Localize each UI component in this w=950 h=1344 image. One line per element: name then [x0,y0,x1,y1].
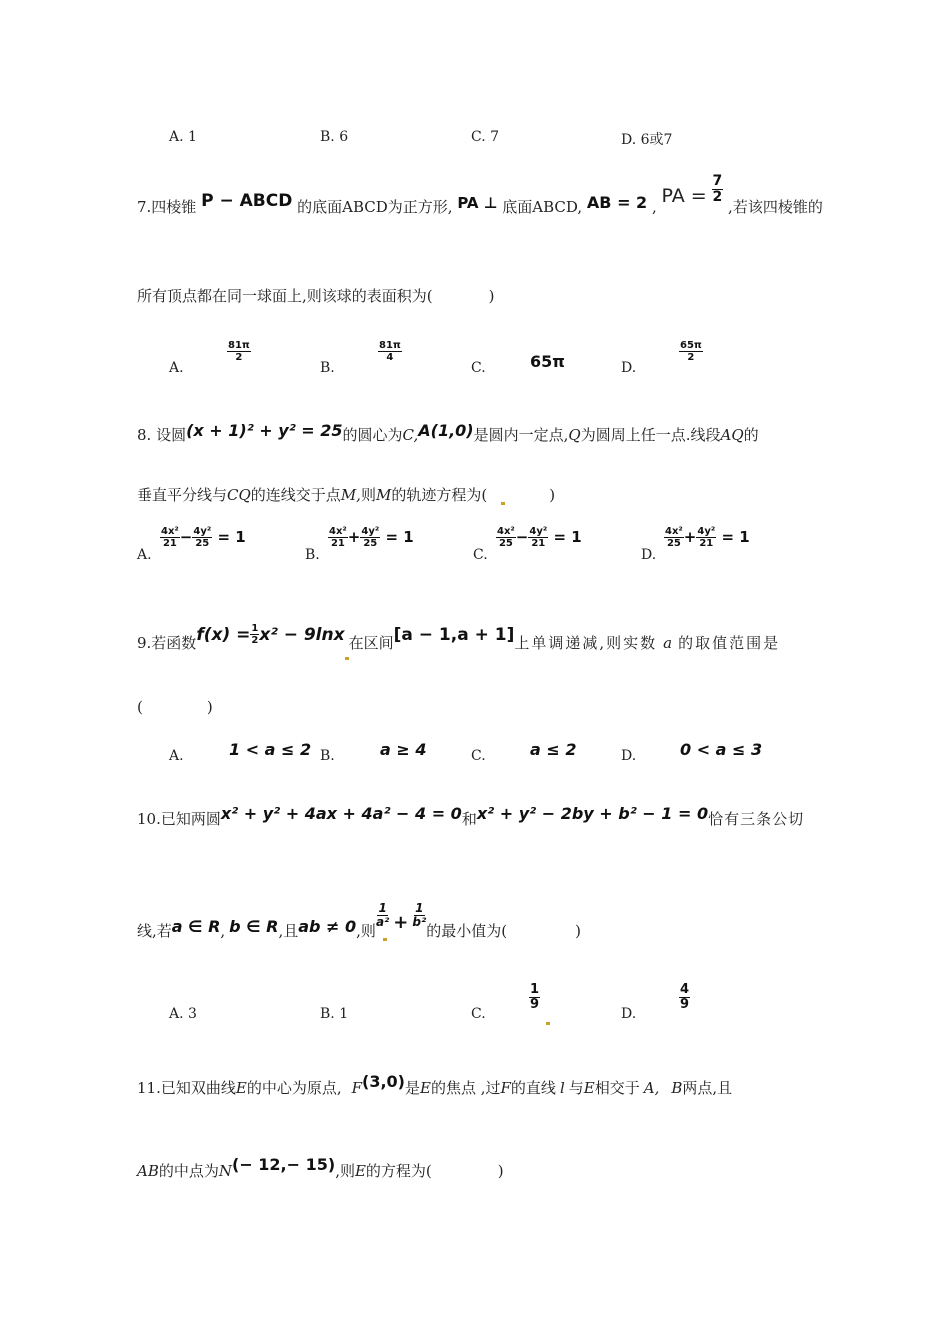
q11-line2-text3: 的方程为( [365,1162,432,1180]
equals-one: = 1 [721,528,750,546]
q8-option-c-value [496,526,582,549]
q8-line2-text1: 垂直平分线与 [137,486,228,504]
numerator: 81π [228,340,250,351]
numerator: 4y² [193,526,212,537]
q7-option-c-label: C. [471,360,486,376]
q9-option-d-value: 0 < a ≤ 3 [680,740,763,759]
numerator: 1 [415,901,424,915]
q8-text3: 为圆周上任一点.线段 [580,426,721,444]
q8-option-b-label: B. [305,547,320,563]
q6-option-c: C. 7 [471,129,500,145]
q6-option-d: D. 6或7 [621,132,673,148]
q7-math-perp: PA ⊥ [457,193,498,212]
q8-text4: 的 [743,426,759,444]
q8-stem-line2 [137,484,555,505]
q8-option-a-value [160,526,246,549]
numerator: 1 [251,622,259,634]
numerator: 4y² [529,526,548,537]
q10-option-b: B. 1 [320,1006,349,1022]
q9-stem-line1 [137,618,781,652]
operator: − [179,528,193,546]
q11-var-l: l [559,1079,565,1097]
numerator: 4y² [361,526,380,537]
denominator: 25 [363,538,378,549]
q9-text3: 的取值范围是 [678,634,781,652]
q7-option-c-value: 65π [530,352,565,371]
q9-text2: 上单调递减,则实数 [514,634,658,652]
q10-line2-text1: 线,若 [137,921,172,940]
q10-math-a-in-r: a ∈ R [171,916,221,936]
q11-text4: 的直线 [510,1079,556,1097]
q8-math-circle: (x + 1)² + y² = 25 [186,421,343,440]
denominator: 21 [330,538,345,549]
q11-var-f: F [351,1079,363,1097]
q7-option-a-label: A. [169,360,184,376]
q10-comma: , [220,921,226,940]
highlight-mark [501,502,505,505]
q11-line2-text1: 的中点为 [158,1162,219,1180]
equals-one: = 1 [385,528,414,546]
highlight-mark [345,657,349,660]
q9-stem-line2 [137,698,213,716]
q8-line2-text2: 的连线交于点 [250,486,341,504]
q11-var-e2: E [420,1079,431,1097]
q8-option-b-value [328,526,414,549]
numerator: 65π [680,340,702,351]
q9-paren-close: ) [206,698,213,716]
q7-option-b-label: B. [320,360,335,376]
q8-math-point-a: A(1,0) [418,421,474,440]
q10-fraction-1-b2 [412,902,426,929]
q11-stem-line2 [137,1155,504,1181]
q11-var-e: E [235,1079,247,1097]
q7-math-pyramid: P − ABCD [201,190,293,211]
denominator: 2 [687,352,695,363]
q10-math-b-in-r: b ∈ R [229,916,279,936]
q10-text1: 和 [461,810,477,828]
q9-math-f: f(x) = [196,625,251,645]
q10-text2: 恰有三条公切 [708,810,805,828]
numerator: 4x² [497,526,515,537]
q10-option-d-value [679,983,690,1013]
denominator: b² [412,915,427,930]
q9-option-c-value: a ≤ 2 [530,740,577,759]
q11-number: 11.已知双曲线 [137,1079,236,1097]
q11-segment-ab: AB [137,1162,159,1180]
numerator: 4 [680,982,690,997]
denominator: 21 [162,538,177,549]
q9-option-c-label: C. [471,748,486,764]
numerator: 4x² [161,526,179,537]
q10-line2-text3: ,则 [356,921,376,940]
denominator: 21 [531,538,546,549]
q8-segment-aq: AQ [720,426,744,444]
q9-number: 9.若函数 [137,634,197,652]
highlight-mark [546,1022,550,1025]
equals-one: = 1 [217,528,246,546]
denominator: 2 [235,352,243,363]
q11-text6: 相交于 [594,1079,640,1097]
q10-math-circle2: x² + y² − 2by + b² − 1 = 0 [476,804,709,823]
q8-option-a-label: A. [137,547,152,563]
q10-number: 10.已知两圆 [137,810,221,828]
q8-stem-line1 [137,421,759,445]
numerator: 4y² [697,526,716,537]
q7-text3: , [651,197,657,216]
q8-line2-text4: 的轨迹方程为( [391,486,488,504]
numerator: 81π [379,340,401,351]
q9-option-a-value: 1 < a ≤ 2 [229,740,312,759]
q11-var-b: B [671,1079,683,1097]
q10-fraction-1-a2 [376,902,389,929]
q7-option-a-value [227,340,251,363]
q8-segment-cq: CQ [227,486,251,504]
q11-math-focus: (3,0) [362,1072,405,1091]
numerator: 4x² [329,526,347,537]
q9-math-interval: [a − 1,a + 1] [393,625,515,645]
q11-math-midpoint: (− 12,− 15) [232,1155,336,1174]
q7-text2: 底面ABCD, [502,197,583,216]
q7-fraction-7-2 [712,174,724,206]
q11-var-a: A, [643,1079,660,1097]
q11-text2: 是 [404,1079,420,1097]
numerator: 7 [712,173,723,189]
q11-text1: 的中心为原点, [246,1079,342,1097]
q7-line2-text: 所有顶点都在同一球面上,则该球的表面积为( [137,287,433,305]
q9-option-b-label: B. [320,748,335,764]
q10-plus: + [393,911,409,933]
q7-option-d-label: D. [621,360,637,376]
denominator: 9 [530,997,540,1013]
q10-stem-line1 [137,806,804,827]
operator: + [347,528,361,546]
denominator: 25 [498,538,513,549]
q10-option-a: A. 3 [169,1006,197,1022]
q8-text2: 是圆内一定点, [473,426,569,444]
q10-line2-text2: ,且 [278,921,299,940]
q7-math-pa: PA = [661,184,707,207]
q9-text1: 在区间 [348,634,394,652]
q11-line2-text2: ,则 [335,1162,355,1180]
q7-paren-close: ) [488,287,495,305]
q10-line2-text4: 的最小值为( [426,921,508,940]
q11-text5: 与 [568,1079,584,1097]
operator: − [515,528,529,546]
denominator: 21 [699,538,714,549]
q11-var-n: N [218,1162,232,1180]
denominator: 2 [251,634,259,646]
equals-one: = 1 [553,528,582,546]
q8-option-d-label: D. [641,547,657,563]
q8-paren-close: ) [549,486,556,504]
q8-text1: 的圆心为 [342,426,403,444]
q10-option-c-label: C. [471,1006,486,1022]
q8-point-c: C, [402,426,419,444]
q10-option-d-label: D. [621,1006,637,1022]
q8-point-m: M, [340,486,361,504]
q9-option-a-label: A. [169,748,184,764]
q9-fraction-half [250,623,259,646]
denominator: a² [375,915,390,930]
numerator: 1 [378,901,387,915]
q8-point-m2: M [375,486,392,504]
q11-var-e4: E [354,1162,366,1180]
q8-point-q: Q [568,426,581,444]
q9-paren-open: ( [137,698,143,716]
highlight-mark [383,938,387,941]
q9-option-b-value: a ≥ 4 [380,740,427,759]
q7-option-d-value [679,340,703,363]
q11-text7: 两点,且 [682,1079,733,1097]
q7-option-b-value [378,340,402,363]
denominator: 9 [680,997,690,1013]
q8-line2-text3: 则 [360,486,376,504]
operator: + [683,528,697,546]
q10-option-c-value [529,983,540,1013]
q8-number: 8. 设圆 [137,426,187,444]
numerator: 4x² [665,526,683,537]
q8-option-d-value [664,526,750,549]
q7-text1: 的底面ABCD为正方形, [297,197,453,216]
q8-option-c-label: C. [473,547,488,563]
q7-math-ab: AB = 2 [586,192,648,212]
denominator: 25 [195,538,210,549]
q7-text4: ,若该四棱锥的 [728,197,823,216]
numerator: 1 [530,982,540,997]
q10-math-circle1: x² + y² + 4ax + 4a² − 4 = 0 [220,804,462,823]
q6-option-b: B. 6 [320,129,349,145]
denominator: 25 [666,538,681,549]
q7-number: 7.四棱锥 [137,197,197,216]
q9-math-expr: x² − 9lnx [259,625,345,645]
q7-stem-line2 [137,285,494,306]
q11-var-e3: E [583,1079,595,1097]
denominator: 2 [712,189,723,206]
q11-paren-close: ) [497,1162,504,1180]
q11-text3: 的焦点 ,过 [430,1079,501,1097]
q9-var-a: a [663,634,673,652]
q10-stem-line2 [137,896,581,940]
q6-option-a: A. 1 [169,129,197,145]
q11-stem-line1 [137,1072,733,1098]
q11-var-f2: F [500,1079,511,1097]
q9-option-d-label: D. [621,748,637,764]
q10-paren-close: ) [575,921,581,940]
q7-stem-line1 [137,168,823,216]
denominator: 4 [386,352,394,363]
q10-math-ab-neq-0: ab ≠ 0 [298,916,357,936]
